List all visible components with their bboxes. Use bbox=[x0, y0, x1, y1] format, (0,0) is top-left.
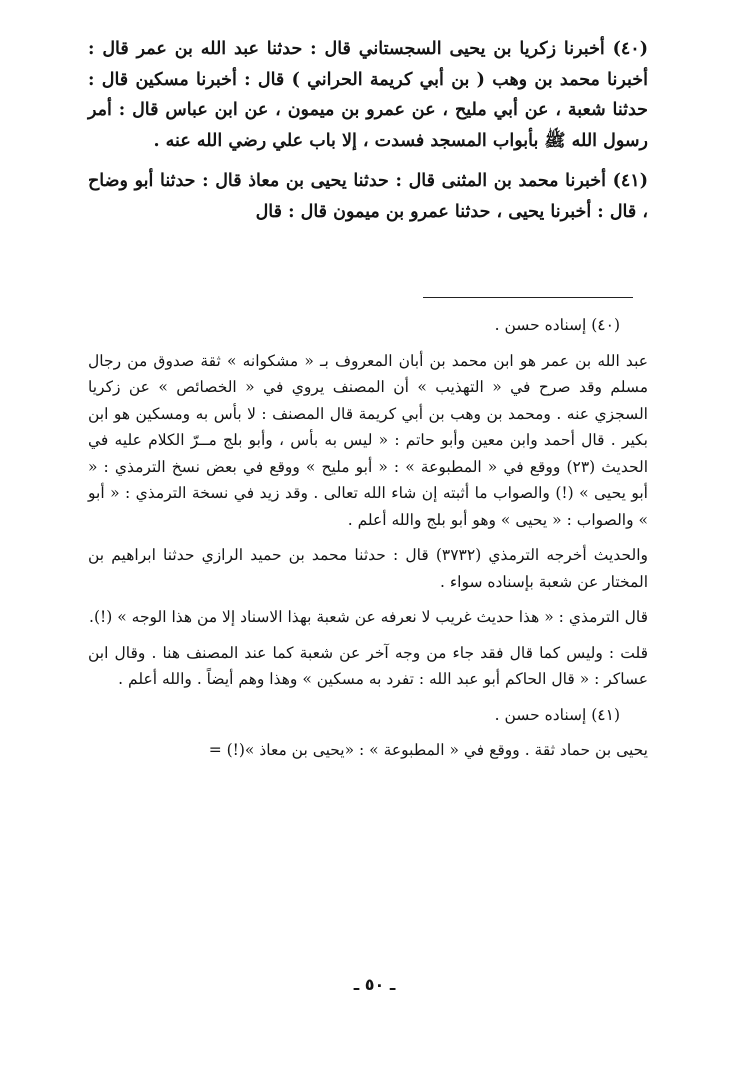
footnote-40-body: عبد الله بن عمر هو ابن محمد بن أبان المعروف بـ « مشكوانه » ثقة صدوق من رجال مسلم وقد صرح في « التهذيب » أن المصنف يروي في « الخصائص » عن زكريا السجزي عنه . ومحمد بن وهب بن أبي كريمة قال المصنف : لا بأس به ومسكين هو ابن بكير . قال أحمد وابن معين وأبو حاتم : « ليس به بأس ، وأبو بلج مــرّ الكلام عليه في الحديث (٢٣) ووقع في « المطبوعة » : « أبو مليح » ووقع في بعض نسخ الترمذي : « أبو يحيى » (!) والصواب ما أثبته إن شاء الله تعالى . وقد زيد في نسخة الترمذي : « أبو » والصواب : « يحيى » وهو أبو بلج والله أعلم . bbox=[88, 351, 648, 529]
footnote-41-heading: (٤١) إسناده حسن . bbox=[494, 705, 620, 724]
main-text-block bbox=[88, 34, 648, 227]
footnote-author-remark: قلت : وليس كما قال فقد جاء من وجه آخر عن شعبة كما عند المصنف هنا . وقال ابن عساكر : « قال الحاكم أبو عبد الله : تفرد به مسكين » وهذا وهم أيضاً . والله أعلم . bbox=[88, 643, 648, 688]
footnote-41-body: يحيى بن حماد ثقة . ووقع في « المطبوعة » : «يحيى بن معاذ »(!) = bbox=[208, 741, 648, 759]
hadith-40-paragraph: (٤٠) أخبرنا زكريا بن يحيى السجستاني قال : حدثنا عبد الله بن عمر قال : أخبرنا محمد بن وهب ( بن أبي كريمة الحراني ) قال : أخبرنا مسكين قال : حدثنا شعبة ، عن أبي مليح ، عن عمرو بن ميمون ، عن ابن عباس قال : أمر رسول الله ﷺ بأبواب المسجد فسدت ، إلا باب علي رضي الله عنه . bbox=[88, 39, 648, 151]
footnote-tirmidhi-quote: قال الترمذي : « هذا حديث غريب لا نعرفه عن شعبة بهذا الاسناد إلا من هذا الوجه » (!). bbox=[89, 608, 648, 626]
footnote-hadith-reference: والحديث أخرجه الترمذي (٣٧٣٢) قال : حدثنا محمد بن حميد الرازي حدثنا ابراهيم بن المختار عن شعبة بإسناده سواء . bbox=[88, 546, 648, 591]
page-number: ـ ٥٠ ـ bbox=[353, 975, 396, 994]
hadith-41-paragraph: (٤١) أخبرنا محمد بن المثنى قال : حدثنا يحيى بن معاذ قال : حدثنا أبو وضاح ، قال : أخبرنا يحيى ، حدثنا عمرو بن ميمون قال : قال bbox=[88, 171, 648, 222]
footnote-40-heading: (٤٠) إسناده حسن . bbox=[494, 316, 620, 334]
footnotes-block bbox=[88, 312, 648, 764]
footnote-separator-rule bbox=[423, 297, 633, 298]
